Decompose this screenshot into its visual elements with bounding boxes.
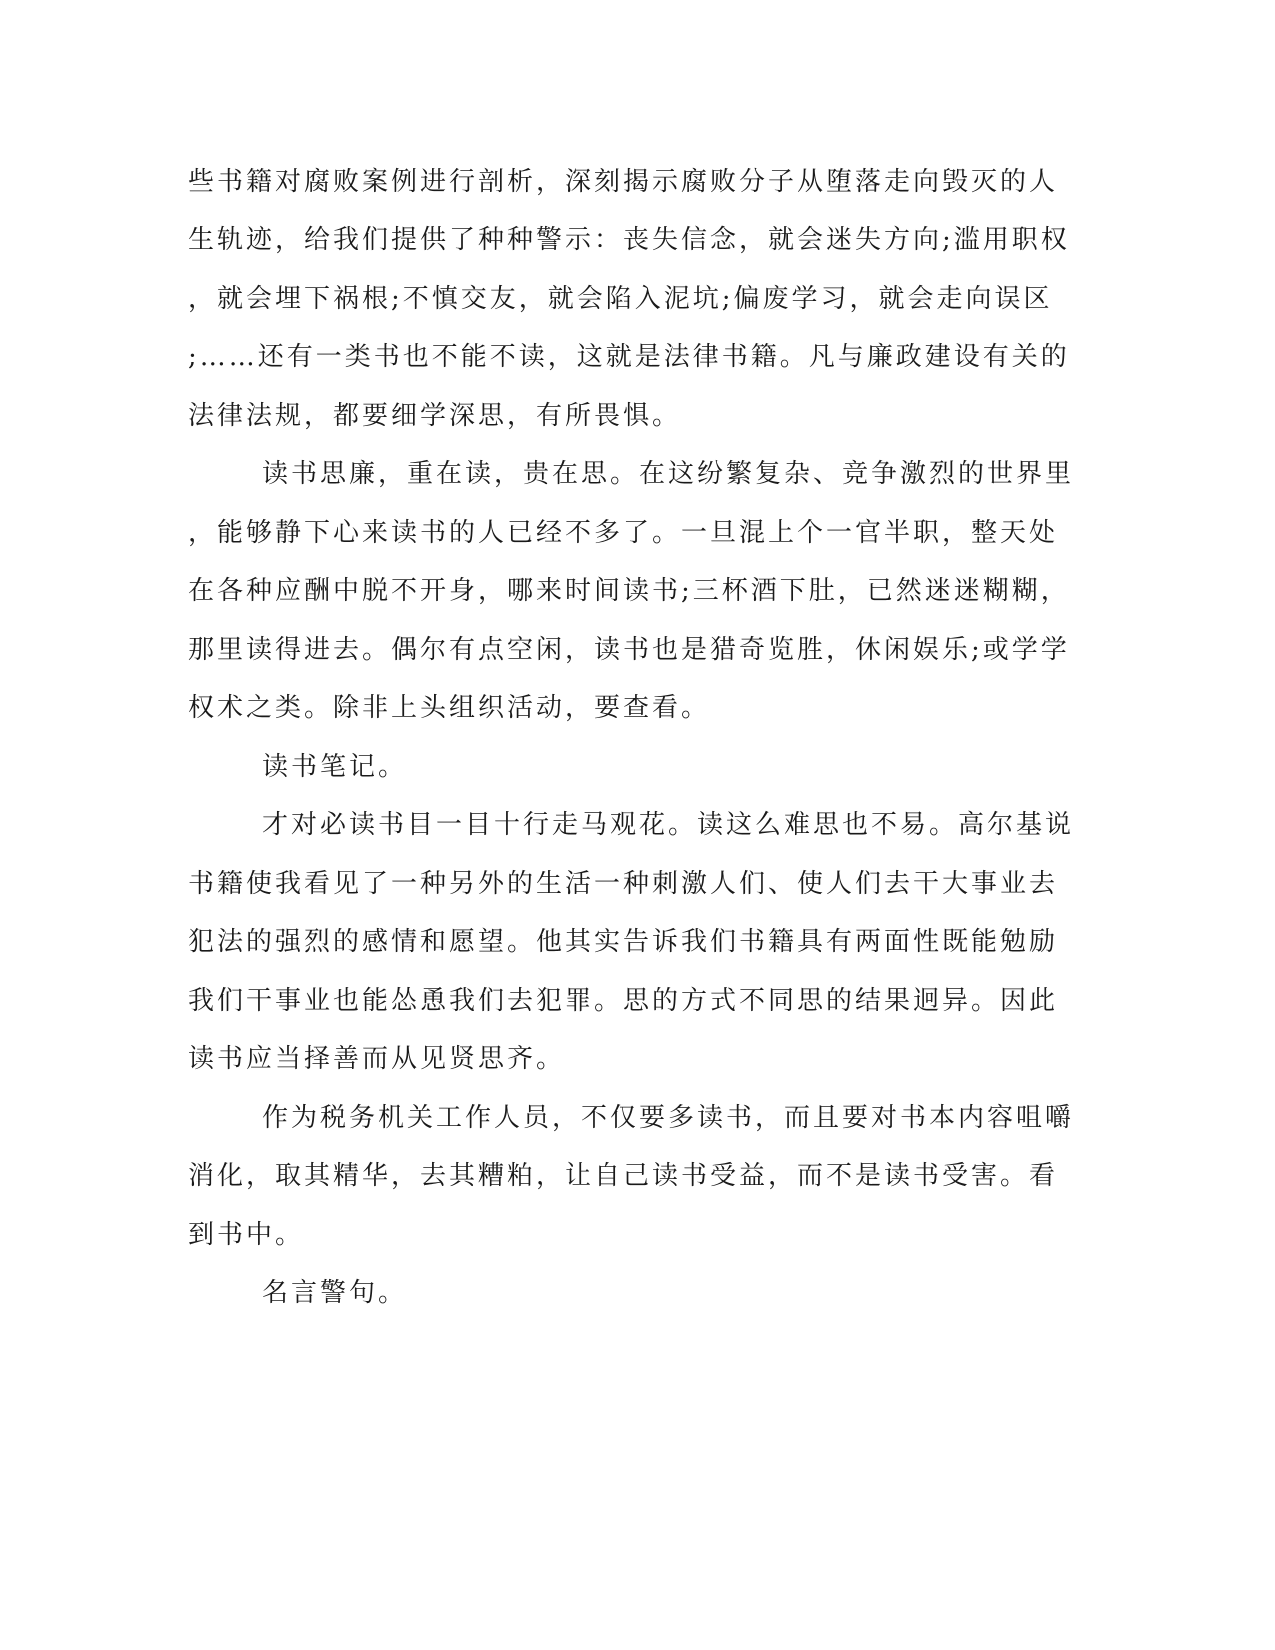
paragraph-start-line: 读书思廉，重在读，贵在思。在这纷繁复杂、竞争激烈的世界里: [262, 459, 1075, 489]
text-line: 生轨迹，给我们提供了种种警示：丧失信念，就会迷失方向;滥用职权: [188, 225, 1070, 255]
text-line: 在各种应酬中脱不开身，哪来时间读书;三杯酒下肚，已然迷迷糊糊，: [188, 576, 1070, 606]
text-line: ，就会埋下祸根;不慎交友，就会陷入泥坑;偏废学习，就会走向误区: [188, 284, 1053, 314]
text-line: 到书中。: [188, 1220, 305, 1250]
paragraph-start-line: 名言警句。: [262, 1278, 408, 1308]
text-line: 些书籍对腐败案例进行剖析，深刻揭示腐败分子从堕落走向毁灭的人: [188, 167, 1059, 197]
text-line: 我们干事业也能怂恿我们去犯罪。思的方式不同思的结果迥异。因此: [188, 986, 1059, 1016]
paragraph-start-line: 读书笔记。: [262, 752, 408, 782]
paragraph-start-line: 才对必读书目一目十行走马观花。读这么难思也不易。高尔基说: [262, 810, 1075, 840]
paragraph-start-line: 作为税务机关工作人员，不仅要多读书，而且要对书本内容咀嚼: [262, 1103, 1075, 1133]
text-line: 书籍使我看见了一种另外的生活一种刺激人们、使人们去干大事业去: [188, 869, 1059, 899]
text-line: 读书应当择善而从见贤思齐。: [188, 1044, 566, 1074]
text-line: ;……还有一类书也不能不读，这就是法律书籍。凡与廉政建设有关的: [188, 342, 1070, 372]
text-line: ，能够静下心来读书的人已经不多了。一旦混上个一官半职，整天处: [188, 518, 1059, 548]
text-line: 法律法规，都要细学深思，有所畏惧。: [188, 401, 682, 431]
text-line: 消化，取其精华，去其糟粕，让自己读书受益，而不是读书受害。看: [188, 1161, 1059, 1191]
text-line: 权术之类。除非上头组织活动，要查看。: [188, 693, 711, 723]
text-line: 犯法的强烈的感情和愿望。他其实告诉我们书籍具有两面性既能勉励: [188, 927, 1059, 957]
text-line: 那里读得进去。偶尔有点空闲，读书也是猎奇览胜，休闲娱乐;或学学: [188, 635, 1070, 665]
